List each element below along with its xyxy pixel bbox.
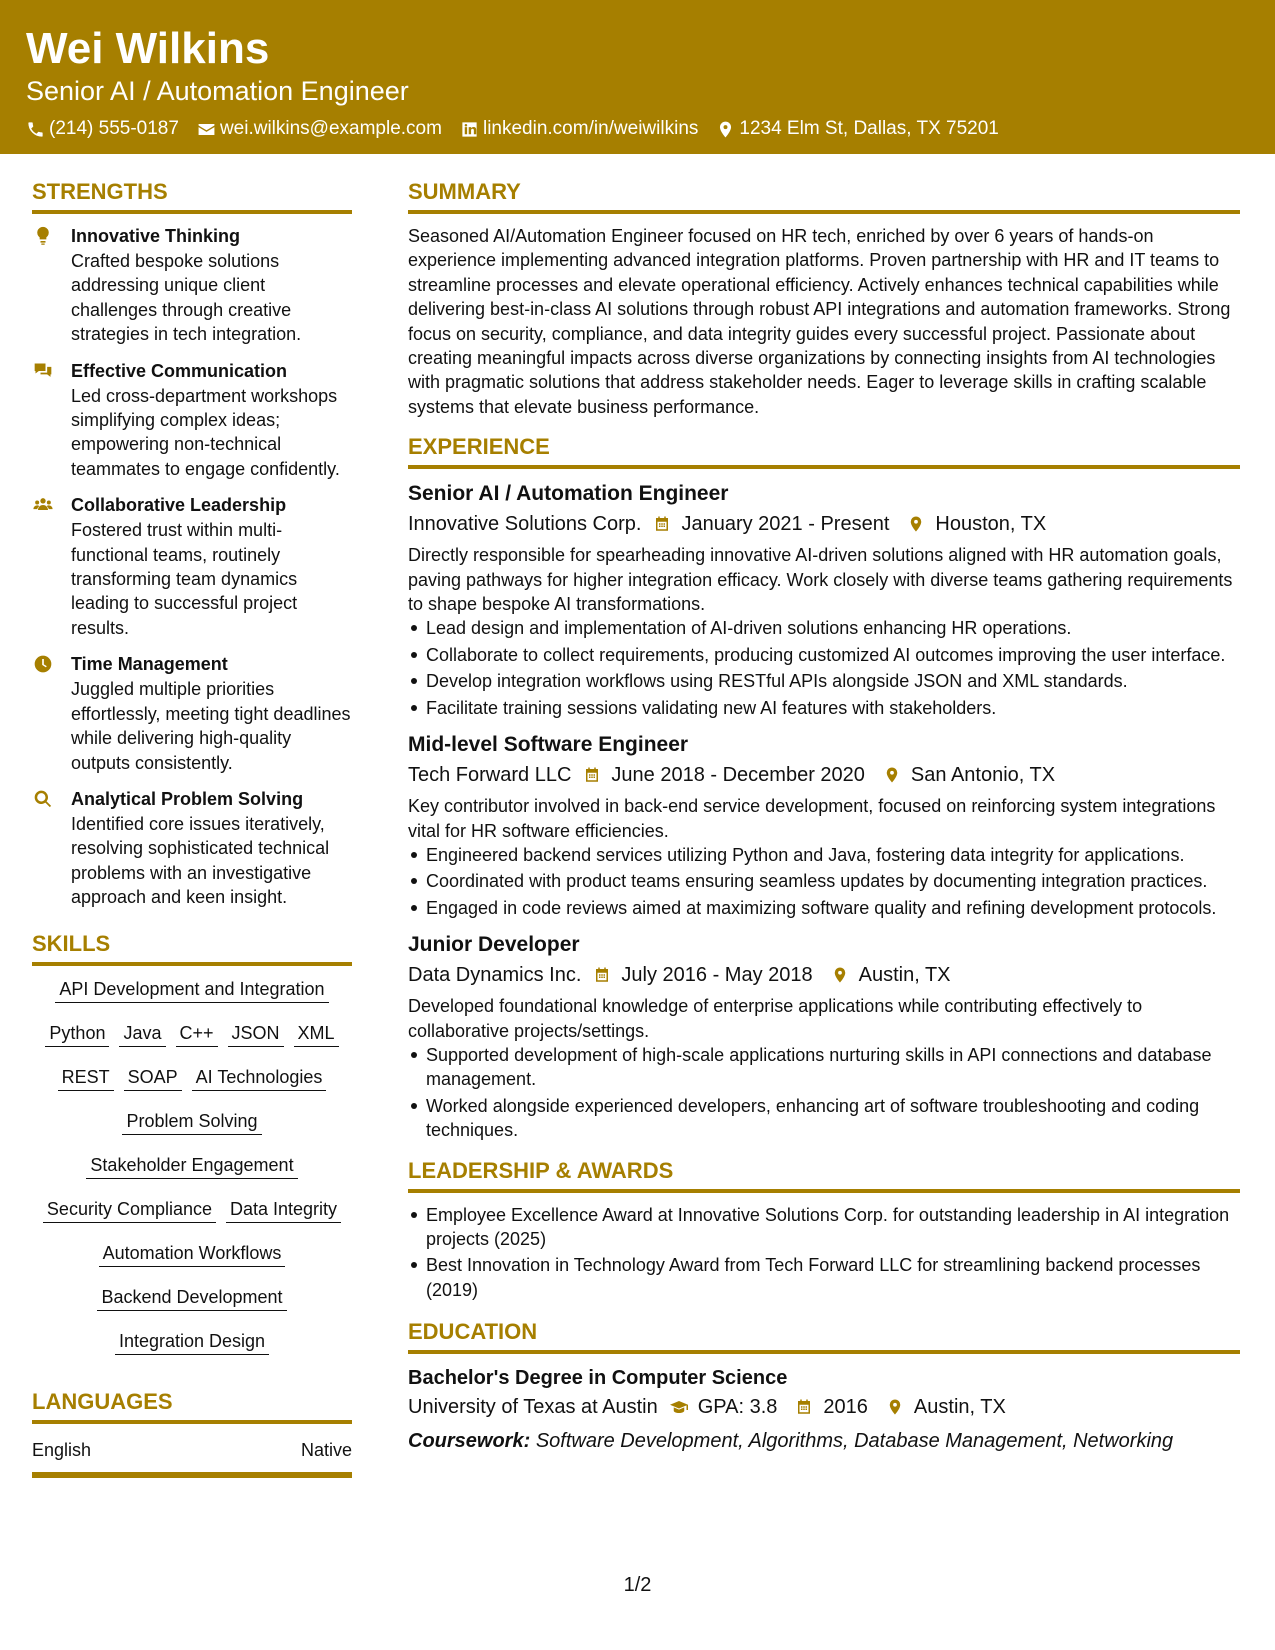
job-dates: June 2018 - December 2020 <box>611 764 865 787</box>
job-company: Tech Forward LLC <box>408 764 572 787</box>
award-item: Employee Excellence Award at Innovative Solutions Corp. for outstanding leadership in AI integration projects (2025) <box>426 1203 1240 1252</box>
job-description: Directly responsible for spearheading innovative AI-driven solutions aligned with HR automation goals, paving pathways for higher integration efficacy. Work closely with diverse teams gathering requirements to shape bespoke AI transformations. <box>408 545 1233 615</box>
search-icon <box>32 789 54 809</box>
calendar-icon <box>795 1398 813 1416</box>
lightbulb-icon <box>32 226 54 246</box>
strengths-heading: STRENGTHS <box>32 176 352 214</box>
map-pin-icon <box>886 1398 904 1416</box>
skill-row <box>32 1064 352 1094</box>
skill-tag: Security Compliance <box>43 1196 216 1223</box>
job-company: Data Dynamics Inc. <box>408 964 582 987</box>
candidate-title: Senior AI / Automation Engineer <box>26 76 409 106</box>
job-title: Junior Developer <box>408 933 580 957</box>
skill-tag: Problem Solving <box>122 1108 261 1135</box>
map-pin-icon <box>907 515 925 533</box>
education-heading: EDUCATION <box>408 1316 1240 1354</box>
coursework-list: Software Development, Algorithms, Database Management, Networking <box>535 1430 1174 1453</box>
skill-row <box>32 1240 352 1270</box>
job-bullets <box>408 616 1240 720</box>
strength-item <box>32 652 352 775</box>
skill-row <box>32 1196 352 1226</box>
job-entry <box>408 730 1240 920</box>
contact-bar <box>26 116 1017 142</box>
map-pin-icon <box>831 966 849 984</box>
award-item: Best Innovation in Technology Award from Tech Forward LLC for streamlining backend processes (2019) <box>426 1253 1240 1302</box>
skill-row <box>32 1020 352 1050</box>
job-meta <box>408 960 1240 990</box>
strength-title: Time Management <box>71 654 228 675</box>
bullet-item: Develop integration workflows using RESTful APIs alongside JSON and XML standards. <box>426 669 1240 693</box>
job-location: San Antonio, TX <box>910 764 1056 787</box>
strength-title: Collaborative Leadership <box>71 495 287 516</box>
contact-phone[interactable] <box>26 116 179 142</box>
coursework-label: Coursework: <box>408 1430 531 1453</box>
skill-tag: Python <box>45 1020 109 1047</box>
skill-tag: Stakeholder Engagement <box>86 1152 297 1179</box>
strength-desc: Led cross-department workshops simplifying complex ideas; empowering non-technical teammates to engage confidently. <box>71 385 340 479</box>
skill-tag: Backend Development <box>97 1284 286 1311</box>
users-icon <box>32 495 54 515</box>
skill-row <box>32 1284 352 1314</box>
awards-list <box>408 1203 1240 1303</box>
envelope-icon <box>197 120 216 139</box>
language-row <box>32 1436 352 1478</box>
skill-tag: Automation Workflows <box>99 1240 286 1267</box>
strength-title: Analytical Problem Solving <box>71 788 304 809</box>
bullet-item: Supported development of high-scale applications nurturing skills in API connections and database management. <box>426 1043 1240 1092</box>
strength-item <box>32 359 352 482</box>
languages-heading: LANGUAGES <box>32 1386 352 1424</box>
skill-row <box>32 976 352 1006</box>
strength-desc: Fostered trust within multi-functional teams, routinely transforming team dynamics leading to successful project results. <box>71 520 298 638</box>
job-description: Developed foundational knowledge of enterprise applications while contributing effectively to collaborative projects/settings. <box>408 996 1143 1041</box>
contact-linkedin[interactable] <box>460 116 698 142</box>
left-column <box>32 176 352 1478</box>
calendar-icon <box>583 766 601 784</box>
bullet-item: Facilitate training sessions validating new AI features with stakeholders. <box>426 696 1240 720</box>
contact-address <box>716 116 998 142</box>
map-pin-icon <box>716 120 735 139</box>
contact-phone-text: (214) 555-0187 <box>49 118 179 139</box>
language-name: English <box>32 1439 92 1460</box>
bullet-item: Engineered backend services utilizing Python and Java, fostering data integrity for applications. <box>426 843 1240 867</box>
bullet-item: Engaged in code reviews aimed at maximizing software quality and refining development protocols. <box>426 896 1240 920</box>
graduation-cap-icon <box>670 1398 688 1416</box>
skills-list <box>32 976 352 1358</box>
job-location: Houston, TX <box>935 513 1047 536</box>
contact-address-text: 1234 Elm St, Dallas, TX 75201 <box>739 118 999 139</box>
skills-heading: SKILLS <box>32 928 352 966</box>
clock-icon <box>32 654 54 674</box>
skill-row <box>32 1108 352 1138</box>
bullet-item: Worked alongside experienced developers, enhancing art of software troubleshooting and coding techniques. <box>426 1094 1240 1143</box>
skill-tag: C++ <box>176 1020 218 1047</box>
job-entry <box>408 930 1240 1142</box>
strength-title: Effective Communication <box>71 360 288 381</box>
strength-desc: Juggled multiple priorities effortlessly, meeting tight deadlines while delivering high-quality outputs consistently. <box>71 679 351 773</box>
calendar-icon <box>593 966 611 984</box>
job-meta <box>408 760 1240 790</box>
strength-desc: Crafted bespoke solutions addressing unique client challenges through creative strategies in tech integration. <box>71 251 302 345</box>
bullet-item: Lead design and implementation of AI-driven solutions enhancing HR operations. <box>426 616 1240 640</box>
job-meta <box>408 509 1240 539</box>
map-pin-icon <box>883 766 901 784</box>
job-description: Key contributor involved in back-end service development, focused on reinforcing system integrations vital for HR software efficiencies. <box>408 796 1216 841</box>
education-location: Austin, TX <box>913 1396 1006 1419</box>
skill-row <box>32 1328 352 1358</box>
job-bullets <box>408 843 1240 920</box>
comments-icon <box>32 361 54 381</box>
education-school: University of Texas at Austin <box>408 1396 658 1419</box>
skill-tag: JSON <box>228 1020 284 1047</box>
education-coursework <box>408 1426 1240 1456</box>
strength-desc: Identified core issues iteratively, resolving sophisticated technical problems with an investigative approach and keen insight. <box>71 813 330 908</box>
job-dates: July 2016 - May 2018 <box>621 964 813 987</box>
bullet-item: Collaborate to collect requirements, producing customized AI outcomes improving the user interface. <box>426 643 1240 667</box>
resume-header <box>0 0 1275 154</box>
strength-item <box>32 787 352 910</box>
skill-tag: Integration Design <box>115 1328 269 1355</box>
skill-tag: Data Integrity <box>226 1196 341 1223</box>
experience-heading: EXPERIENCE <box>408 431 1240 469</box>
education-degree: Bachelor's Degree in Computer Science <box>408 1367 788 1390</box>
job-entry <box>408 479 1240 720</box>
skill-tag: REST <box>58 1064 114 1091</box>
bullet-item: Coordinated with product teams ensuring seamless updates by documenting integration practices. <box>426 869 1240 893</box>
language-level: Native <box>300 1439 352 1460</box>
job-title: Senior AI / Automation Engineer <box>408 482 729 506</box>
job-bullets <box>408 1043 1240 1143</box>
contact-linkedin-text: linkedin.com/in/weiwilkins <box>482 118 699 139</box>
summary-heading: SUMMARY <box>408 176 1240 214</box>
page-number: 1/2 <box>623 1574 652 1596</box>
skill-row <box>32 1152 352 1182</box>
skill-tag: Java <box>119 1020 165 1047</box>
awards-heading: LEADERSHIP & AWARDS <box>408 1155 1240 1193</box>
job-location: Austin, TX <box>858 964 951 987</box>
job-dates: January 2021 - Present <box>681 513 890 536</box>
strength-item <box>32 493 352 640</box>
skill-tag: XML <box>294 1020 339 1047</box>
education-gpa: GPA: 3.8 <box>697 1396 778 1419</box>
skill-tag: AI Technologies <box>192 1064 327 1091</box>
summary-text: Seasoned AI/Automation Engineer focused on HR tech, enriched by over 6 years of hands-on experience implementing advanced integration platforms. Proven partnership with HR and IT teams to streamline processes and elevate operational efficiency. Actively enhances technical capabilities while delivering best-in-class AI solutions through robust API integrations and automation frameworks. Strong focus on security, compliance, and data integrity guides every successful project. Passionate about creating meaningful impacts across diverse organizations by connecting insights from AI technologies with pragmatic solutions that address stakeholder needs. Eager to leverage skills in crafting scalable systems that elevate business performance. <box>408 226 1231 417</box>
strength-title: Innovative Thinking <box>71 226 241 246</box>
strength-item <box>32 224 352 347</box>
job-title: Mid-level Software Engineer <box>408 733 689 757</box>
skill-tag: SOAP <box>124 1064 182 1091</box>
contact-email[interactable] <box>197 116 442 142</box>
right-column <box>408 176 1240 1456</box>
linkedin-icon <box>460 120 479 139</box>
candidate-name: Wei Wilkins <box>26 24 270 73</box>
education-meta <box>408 1392 1240 1422</box>
contact-email-text: wei.wilkins@example.com <box>219 118 442 139</box>
phone-icon <box>26 120 45 139</box>
education-year: 2016 <box>823 1396 868 1419</box>
job-company: Innovative Solutions Corp. <box>408 513 642 536</box>
calendar-icon <box>653 515 671 533</box>
skill-tag: API Development and Integration <box>55 976 328 1003</box>
